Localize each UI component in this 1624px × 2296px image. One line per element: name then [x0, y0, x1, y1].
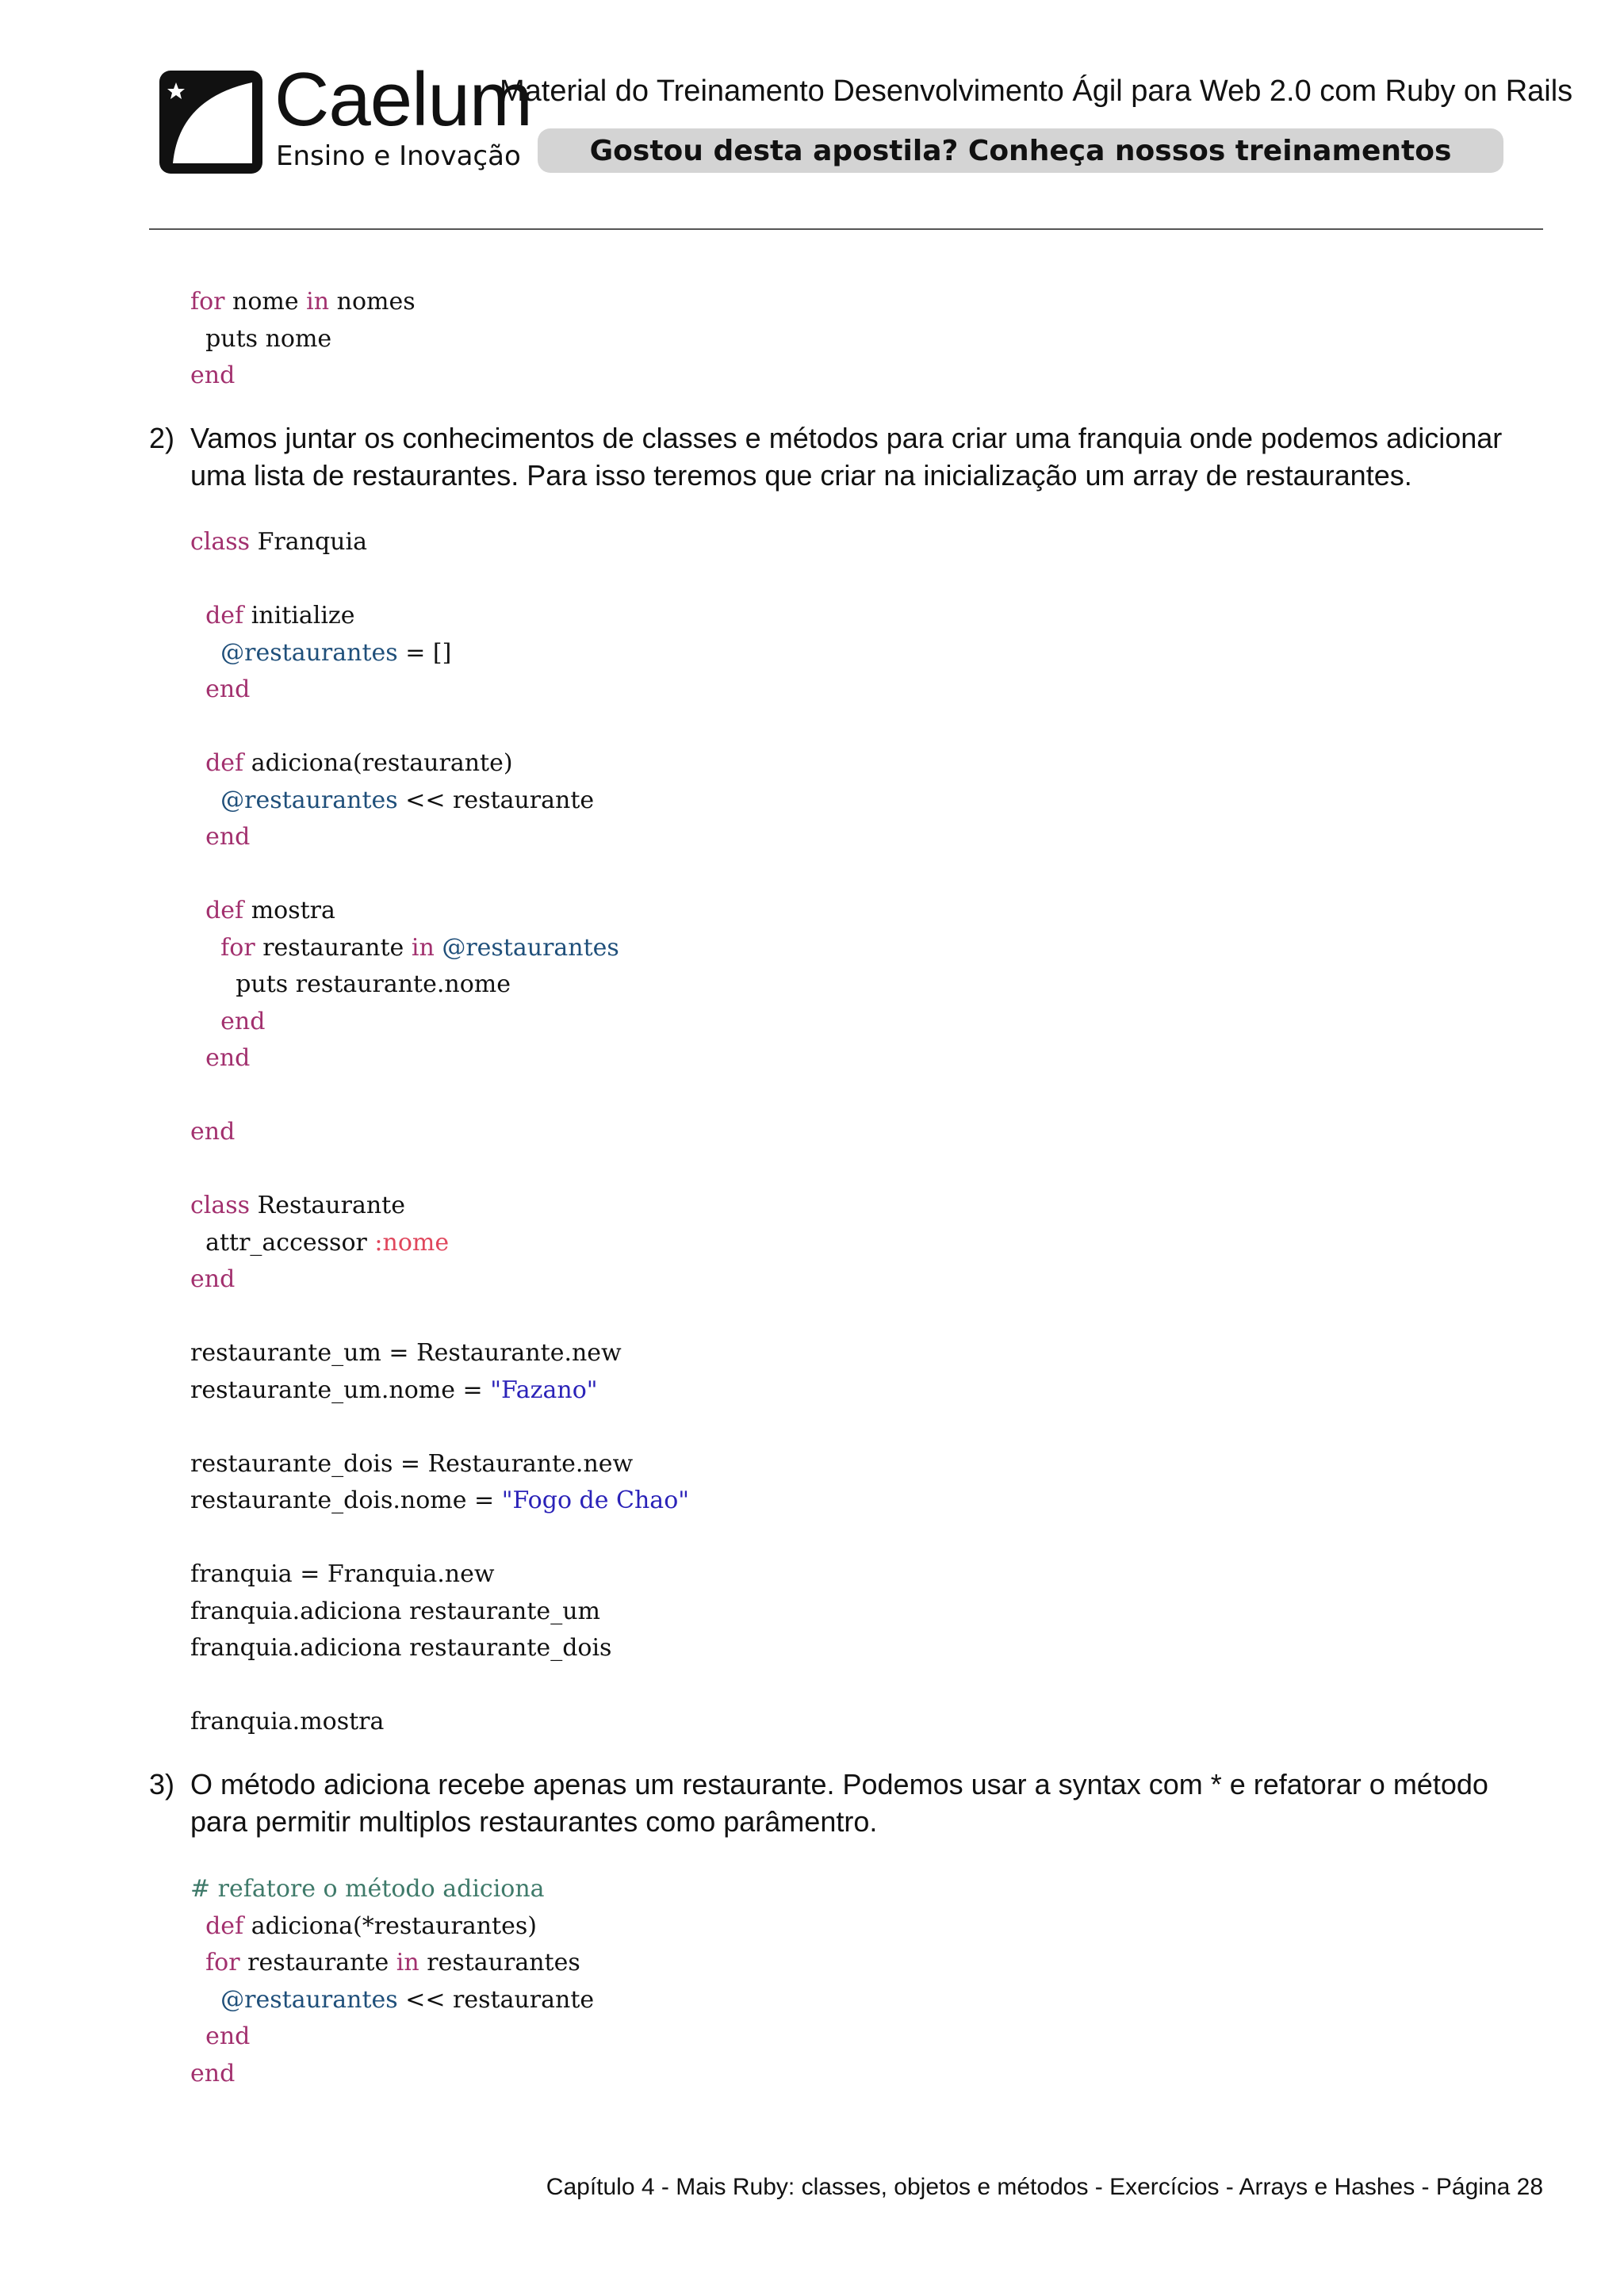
code-line [190, 1598, 600, 1625]
code-text: restaurante [247, 1949, 396, 1976]
code-text [190, 602, 205, 629]
code-text: franquia.adiciona restaurante_um [190, 1597, 600, 1625]
code-keyword: def [205, 749, 251, 777]
code-line [190, 528, 367, 556]
code-line [190, 1634, 611, 1662]
code-text: franquia.adiciona restaurante_dois [190, 1634, 612, 1662]
code-text: << restaurante [397, 1985, 595, 2014]
code-text: franquia.mostra [190, 1708, 385, 1735]
code-line [190, 970, 511, 998]
code-line [190, 1708, 384, 1735]
code-block-for-loop [190, 284, 416, 395]
code-line [190, 1875, 545, 1903]
header-divider [149, 228, 1543, 230]
exercise-number: 3) [149, 1768, 175, 1800]
code-text: = [] [397, 638, 452, 667]
code-line [190, 934, 619, 962]
code-block-franquia [190, 524, 689, 1741]
code-text [190, 639, 220, 667]
code-line [190, 362, 235, 389]
code-keyword: for [205, 1949, 248, 1976]
code-string: "Fazano" [490, 1376, 598, 1404]
code-keyword: def [205, 897, 251, 924]
code-line [190, 675, 250, 703]
code-line [190, 1339, 622, 1367]
code-line [190, 1560, 495, 1588]
code-text: mostra [251, 897, 335, 924]
exercise-text: O método adiciona recebe apenas um restaurante. Podemos usar a syntax com * e refatorar o método para permitir multiplos restaurantes como parâmentro. [190, 1768, 1488, 1838]
code-keyword: end [220, 1007, 266, 1035]
code-instance-variable: @restaurantes [220, 786, 398, 814]
code-symbol: :nome [374, 1228, 450, 1257]
exercise-text: Vamos juntar os conhecimentos de classes e métodos para criar uma franquia onde podemos adicionar uma lista de restaurantes. Para isso teremos que criar na inicialização um array de restaurantes. [190, 422, 1503, 492]
code-text [190, 675, 205, 703]
code-text [190, 1008, 220, 1035]
code-keyword: end [190, 1265, 236, 1293]
code-text: puts nome [190, 324, 332, 353]
code-line [190, 325, 331, 353]
code-line [190, 1229, 449, 1257]
code-text [190, 2022, 205, 2050]
code-text: restaurante_dois.nome = [190, 1487, 502, 1514]
code-keyword: end [205, 675, 251, 703]
code-line [190, 897, 335, 924]
code-line [190, 1986, 594, 2014]
code-line [190, 288, 416, 316]
code-text: Restaurante [257, 1192, 405, 1219]
code-keyword: class [190, 528, 258, 556]
code-line [190, 1376, 598, 1404]
caelum-logo [155, 57, 532, 178]
code-line [190, 749, 513, 777]
code-text [190, 1986, 220, 2014]
code-line [190, 1118, 235, 1146]
code-text [190, 1044, 205, 1072]
code-text: initialize [251, 602, 355, 629]
code-keyword: in [411, 933, 442, 962]
code-line [190, 1008, 265, 1035]
code-line [190, 1265, 235, 1293]
code-line [190, 602, 354, 629]
code-text: franquia = Franquia.new [190, 1560, 495, 1588]
code-text: restaurante_um = Restaurante.new [190, 1339, 622, 1367]
code-text: restaurantes [427, 1949, 580, 1976]
logo-name: Caelum [274, 57, 532, 142]
code-keyword: class [190, 1192, 258, 1219]
code-text: attr_accessor [190, 1228, 375, 1257]
code-keyword: end [205, 823, 251, 851]
code-text [190, 823, 205, 851]
code-line [190, 823, 250, 851]
code-text: << restaurante [397, 786, 595, 814]
code-text: Franquia [257, 528, 367, 556]
code-keyword: in [396, 1949, 427, 1976]
logo-tagline: Ensino e Inovação [276, 140, 521, 172]
code-text: adiciona(*restaurantes) [251, 1911, 537, 1940]
code-text: adiciona(restaurante) [251, 749, 513, 777]
code-text: restaurante_dois = Restaurante.new [190, 1449, 634, 1478]
code-line [190, 639, 451, 667]
code-line [190, 1912, 537, 1940]
page-footer: Capítulo 4 - Mais Ruby: classes, objetos e métodos - Exercícios - Arrays e Hashes - Página 28 [546, 2174, 1543, 2200]
training-banner-link[interactable]: Gostou desta apostila? Conheça nossos treinamentos [538, 128, 1503, 173]
page-header [0, 0, 1624, 238]
code-text [190, 897, 205, 924]
code-text: nomes [336, 288, 416, 316]
code-keyword: for [220, 933, 263, 962]
code-keyword: for [190, 288, 233, 316]
code-comment: # refatore o método adiciona [190, 1875, 545, 1903]
code-line [190, 2060, 235, 2087]
code-text [190, 1949, 205, 1976]
code-line [190, 2022, 250, 2050]
code-string: "Fogo de Chao" [501, 1487, 690, 1514]
code-keyword: end [190, 362, 236, 389]
code-instance-variable: @restaurantes [220, 1985, 398, 2014]
code-line [190, 1487, 689, 1514]
header-title: Material do Treinamento Desenvolvimento Ágil para Web 2.0 com Ruby on Rails [500, 75, 1573, 108]
code-instance-variable: @restaurantes [220, 638, 398, 667]
code-text: puts restaurante.nome [190, 970, 511, 998]
logo-mark-icon [155, 67, 266, 178]
code-line [190, 1949, 580, 1976]
code-line [190, 1450, 633, 1478]
code-keyword: end [190, 2059, 236, 2087]
code-keyword: end [190, 1118, 236, 1146]
code-line [190, 1044, 250, 1072]
code-instance-variable: @restaurantes [442, 933, 619, 962]
code-keyword: def [205, 1911, 251, 1940]
code-text [190, 1912, 205, 1940]
code-text: restaurante [262, 933, 412, 962]
code-text: restaurante_um.nome = [190, 1376, 491, 1404]
code-keyword: def [205, 602, 251, 629]
exercise-number: 2) [149, 422, 175, 454]
code-keyword: end [205, 1044, 251, 1072]
code-line [190, 786, 594, 814]
code-keyword: in [306, 288, 337, 316]
code-line [190, 1192, 405, 1219]
code-text [190, 786, 220, 814]
code-text [190, 934, 220, 962]
code-keyword: end [205, 2022, 251, 2050]
code-text [190, 749, 205, 777]
code-block-refactor [190, 1871, 594, 2092]
code-text: nome [232, 288, 307, 316]
